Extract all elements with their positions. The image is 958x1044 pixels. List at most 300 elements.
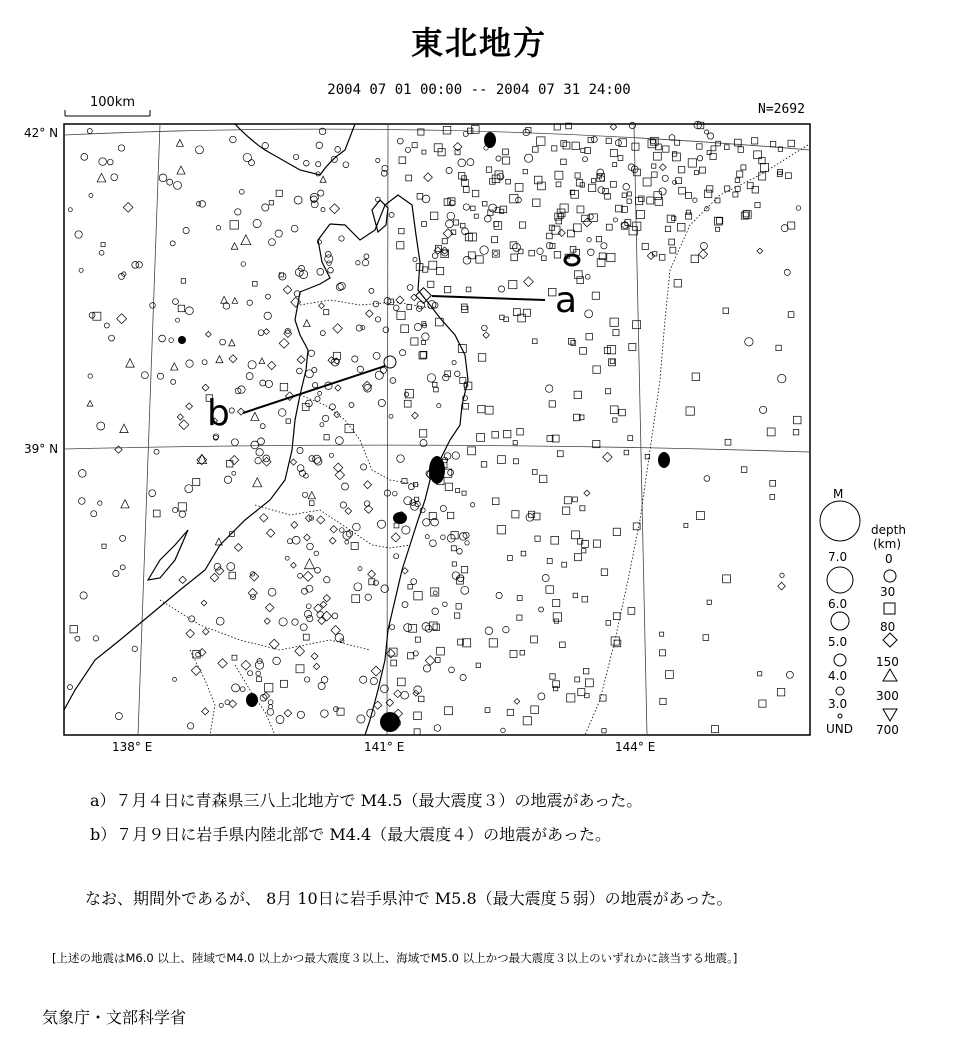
epicenter-marker (770, 480, 776, 486)
epicenter-marker (322, 415, 328, 421)
epicenter-marker (672, 152, 677, 157)
epicenter-marker (297, 711, 304, 718)
epicenter-marker (611, 181, 617, 187)
epicenter-marker (415, 637, 420, 642)
epicenter-marker (314, 551, 319, 556)
epicenter-marker (408, 585, 413, 590)
epicenter-marker (253, 478, 262, 487)
epicenter-marker (336, 437, 344, 445)
epicenter-marker (558, 214, 563, 219)
epicenter-marker (480, 246, 488, 254)
legend-depth-150: 150 (876, 655, 899, 669)
epicenter-marker (554, 252, 561, 259)
event-clusters (178, 132, 670, 732)
epicenter-marker (423, 665, 430, 672)
epicenter-marker (624, 450, 629, 455)
epicenter-marker (230, 136, 237, 143)
epicenter-marker (280, 680, 287, 687)
epicenter-marker (230, 221, 238, 229)
epicenter-marker (446, 220, 454, 228)
epicenter-marker (555, 171, 563, 179)
epicenter-marker (104, 323, 109, 328)
epicenter-marker (558, 229, 565, 236)
epicenter-marker (788, 222, 795, 229)
epicenter-marker (141, 372, 148, 379)
epicenter-marker (794, 416, 802, 424)
epicenter-marker (411, 338, 418, 345)
epicenter-marker (443, 374, 449, 380)
epicenter-marker (97, 422, 105, 430)
epicenter-marker (425, 625, 432, 632)
epicenter-marker (485, 216, 492, 223)
epicenter-marker (760, 406, 767, 413)
epicenter-marker (291, 225, 298, 232)
epicenter-marker (159, 174, 167, 182)
epicenter-marker (607, 253, 615, 261)
epicenter-marker (371, 666, 381, 676)
epicenter-marker (206, 331, 212, 337)
epicenter-marker (280, 383, 288, 391)
epicenter-marker (394, 690, 402, 698)
epicenter-marker (550, 674, 555, 679)
epicenter-marker (339, 236, 344, 241)
epicenter-marker (486, 167, 491, 172)
epicenter-marker (453, 220, 458, 225)
epicenter-marker (481, 462, 487, 468)
epicenter-marker (260, 694, 267, 701)
epicenter-marker (177, 414, 183, 420)
epicenter-marker (445, 371, 451, 377)
epicenter-marker (524, 277, 534, 287)
epicenter-marker (79, 470, 87, 478)
epicenter-marker (504, 317, 509, 322)
epicenter-marker (352, 356, 358, 362)
epicenter-marker (693, 198, 697, 202)
epicenter-marker (394, 305, 400, 311)
epicenter-marker (334, 463, 343, 472)
epicenter-marker (556, 218, 562, 224)
epicenter-marker (186, 360, 193, 367)
epicenter-marker (389, 414, 393, 418)
epicenter-marker (132, 646, 137, 651)
epicenter-marker (267, 709, 274, 716)
epicenter-marker (235, 209, 241, 215)
epicenter-marker (257, 677, 262, 682)
epicenter-marker (462, 304, 468, 310)
epicenter-marker (292, 619, 298, 625)
epicenter-marker (328, 267, 334, 273)
epicenter-marker (786, 173, 792, 179)
epicenter-marker (251, 412, 259, 420)
epicenter-marker (229, 408, 234, 413)
epicenter-marker (704, 476, 710, 482)
epicenter-marker (248, 361, 256, 369)
epicenter-marker (216, 617, 224, 625)
epicenter-marker (577, 277, 584, 284)
epicenter-marker (132, 262, 139, 269)
epicenter-marker (306, 585, 313, 592)
epicenter-marker (503, 627, 509, 633)
marker-b-label: b (207, 393, 230, 434)
epicenter-marker (503, 149, 509, 155)
epicenter-marker (169, 338, 174, 343)
epicenter-marker (437, 404, 441, 408)
legend-depth-unit: (km) (873, 537, 902, 551)
epicenter-marker (370, 678, 377, 685)
epicenter-marker (551, 536, 559, 544)
epicenter-marker (606, 389, 611, 394)
epicenter-marker (400, 350, 406, 356)
epicenter-marker (455, 371, 461, 377)
epicenter-marker (588, 249, 595, 256)
note-outside-period: なお、期間外であるが、 8月 10日に岩手県沖で M5.8（最大震度５弱）の地震があった。 (85, 889, 733, 908)
epicenter-marker (287, 539, 292, 544)
epicenter-marker (436, 267, 443, 274)
epicenter-marker (241, 235, 251, 245)
epicenter-marker (335, 634, 343, 642)
epicenter-marker (318, 391, 322, 395)
epicenter-marker (178, 503, 186, 511)
epicenter-marker (442, 250, 448, 256)
epicenter-marker (567, 694, 575, 702)
epicenter-marker (364, 481, 372, 489)
epicenter-marker (427, 374, 435, 382)
epicenter-marker (476, 256, 483, 263)
epicenter-marker (397, 455, 405, 463)
epicenter-marker (788, 140, 795, 147)
epicenter-marker (240, 687, 245, 692)
epicenter-marker (485, 406, 493, 414)
epicenter-marker (307, 543, 314, 550)
epicenter-marker (364, 254, 369, 259)
epicenter-marker (376, 197, 381, 202)
epicenter-marker (737, 171, 743, 177)
epicenter-marker (81, 154, 88, 161)
epicenter-marker (444, 453, 451, 460)
epicenter-marker (707, 600, 711, 604)
epicenter-marker (435, 658, 440, 663)
epicenter-marker (218, 659, 227, 668)
epicenter-marker (366, 310, 374, 318)
epicenter-marker (150, 303, 156, 309)
epicenter-marker (276, 716, 284, 724)
epicenter-marker (176, 318, 180, 322)
epicenter-marker (546, 385, 553, 392)
epicenter-marker (573, 497, 578, 502)
epicenter-marker (781, 225, 788, 232)
epicenter-marker (468, 252, 475, 259)
epicenter-marker (304, 611, 311, 618)
epicenter-marker (470, 503, 474, 507)
legend-magnitude-7: 7.0 (828, 550, 848, 564)
epicenter-marker (329, 453, 333, 457)
epicenter-marker (285, 556, 289, 560)
epicenters (68, 121, 802, 735)
epicenter-marker (404, 400, 411, 407)
epicenter-marker (659, 255, 665, 261)
epicenter-marker (628, 608, 635, 615)
epicenter-marker (485, 708, 490, 713)
graticule (64, 124, 810, 735)
epicenter-marker (688, 159, 696, 167)
epicenter-marker (186, 629, 194, 637)
epicenter-marker (580, 348, 587, 355)
epicenter-marker (422, 340, 426, 344)
epicenter-marker (586, 334, 592, 340)
epicenter-marker (312, 383, 317, 388)
epicenter-marker (411, 579, 417, 585)
epicenter-marker (422, 195, 430, 203)
epicenter-marker (460, 674, 466, 680)
epicenter-marker (279, 273, 286, 280)
epicenter-marker (304, 559, 314, 569)
epicenter-marker (297, 356, 305, 364)
epicenter-marker (633, 321, 641, 329)
epicenter-marker (237, 408, 244, 415)
epicenter-marker (239, 189, 244, 194)
epicenter-marker (613, 418, 617, 422)
epicenter-marker (610, 406, 618, 414)
epicenter-marker (422, 333, 429, 340)
lon-label-144: 144° E (615, 740, 656, 754)
epicenter-marker (613, 613, 620, 620)
epicenter-marker (318, 190, 324, 196)
epicenter-marker (357, 366, 363, 372)
epicenter-marker (711, 146, 716, 151)
epicenter-marker (397, 138, 403, 144)
epicenter-marker (796, 206, 801, 211)
epicenter-marker (610, 359, 615, 364)
epicenter-marker (686, 407, 694, 415)
note-b: b）７月９日に岩手県内陸北部で M4.4（最大震度４）の地震があった。 (90, 825, 611, 844)
epicenter-marker (193, 479, 200, 486)
epicenter-marker (202, 384, 209, 391)
epicenter-marker (89, 194, 93, 198)
epicenter-marker (399, 157, 406, 164)
epicenter-marker (262, 692, 269, 699)
epicenter-marker (533, 147, 539, 153)
epicenter-marker (419, 696, 425, 702)
legend-depth-0: 0 (885, 552, 893, 566)
epicenter-marker (613, 163, 617, 167)
epicenter-marker (440, 505, 446, 511)
epicenter-marker (468, 447, 476, 455)
epicenter-marker (98, 501, 102, 505)
marked-event-b (243, 356, 396, 413)
epicenter-marker (462, 491, 466, 495)
epicenter-marker (666, 671, 674, 679)
scale-bar-label: 100km (90, 95, 136, 110)
legend-magnitude-3: 3.0 (828, 697, 848, 711)
epicenter-marker (575, 271, 583, 279)
epicenter-marker (741, 165, 746, 170)
epicenter-marker (171, 379, 176, 384)
epicenter-marker (265, 603, 274, 612)
epicenter-marker (463, 204, 469, 210)
epicenter-marker (628, 436, 633, 441)
epicenter-marker (345, 508, 352, 515)
epicenter-marker (577, 206, 584, 213)
epicenter-marker (516, 197, 522, 203)
event-count: N=2692 (758, 102, 805, 117)
epicenter-marker (598, 187, 605, 194)
page-title: 東北地方 (410, 24, 547, 62)
epicenter-marker (319, 303, 325, 309)
marked-event-a (416, 288, 545, 304)
epicenter-marker (523, 309, 530, 316)
epicenter-marker (295, 646, 305, 656)
epicenter-marker (252, 281, 257, 286)
epicenter-marker (513, 243, 521, 251)
epicenter-marker (303, 571, 313, 581)
epicenter-marker (284, 709, 292, 717)
epicenter-marker (585, 679, 593, 687)
epicenter-marker (601, 569, 608, 576)
epicenter-marker (422, 222, 427, 227)
epicenter-marker (181, 279, 186, 284)
epicenter-marker (296, 665, 304, 673)
epicenter-marker (335, 470, 344, 479)
epicenter-marker (269, 639, 279, 649)
epicenter-marker (786, 671, 793, 678)
legend-depth-80: 80 (880, 620, 896, 634)
epicenter-marker (300, 624, 307, 631)
epicenter-marker (521, 551, 526, 556)
epicenter-marker (248, 588, 257, 597)
epicenter-marker (497, 526, 505, 534)
epicenter-marker (353, 523, 361, 531)
epicenter-marker (444, 286, 450, 292)
epicenter-marker (653, 252, 657, 256)
epicenter-marker (494, 222, 499, 227)
epicenter-marker (452, 361, 456, 365)
epicenter-marker (232, 298, 238, 304)
epicenter-marker (362, 260, 368, 266)
epicenter-marker (330, 526, 337, 533)
epicenter-marker (725, 439, 731, 445)
epicenter-marker (102, 544, 106, 548)
epicenter-marker (582, 596, 588, 602)
epicenter-marker (316, 142, 323, 149)
epicenter-marker (672, 216, 676, 220)
epicenter-marker (345, 424, 353, 432)
epicenter-marker (93, 636, 98, 641)
epicenter-marker (216, 225, 221, 230)
epicenter-marker (229, 572, 236, 579)
epicenter-marker (297, 447, 303, 453)
epicenter-marker (241, 660, 251, 670)
epicenter-marker (179, 511, 185, 517)
epicenter-marker (562, 562, 567, 567)
epicenter-marker (697, 156, 702, 161)
epicenter-marker (715, 198, 720, 203)
epicenter-marker (178, 305, 185, 312)
epicenter-marker (556, 182, 561, 187)
epicenter-marker (577, 539, 582, 544)
epicenter-marker (291, 521, 298, 528)
epicenter-marker (509, 281, 517, 289)
epicenter-marker (568, 338, 574, 344)
epicenter-marker (386, 649, 395, 658)
epicenter-marker (596, 237, 601, 242)
epicenter-marker (489, 639, 497, 647)
epicenter-marker (684, 524, 688, 528)
epicenter-marker (492, 498, 499, 505)
epicenter-marker (613, 218, 617, 222)
epicenter-marker (606, 621, 611, 626)
epicenter-marker (377, 520, 385, 528)
epicenter-marker (75, 231, 82, 238)
epicenter-marker (183, 227, 189, 233)
epicenter-marker (757, 248, 763, 254)
epicenter-marker (647, 197, 654, 204)
epicenter-marker (677, 223, 685, 231)
epicenter-marker (463, 403, 469, 409)
epicenter-marker (266, 529, 274, 537)
epicenter-marker (229, 355, 237, 363)
epicenter-marker (498, 456, 506, 464)
epicenter-marker (317, 516, 325, 524)
epicenter-marker (286, 419, 290, 423)
epicenter-marker (253, 219, 261, 227)
epicenter-marker (154, 449, 159, 454)
epicenter-marker (117, 314, 127, 324)
epicenter-marker (643, 178, 651, 186)
epicenter-marker (692, 373, 700, 381)
epicenter-marker (229, 700, 237, 708)
epicenter-marker (483, 332, 489, 338)
epicenter-marker (293, 154, 298, 159)
epicenter-marker (607, 346, 615, 354)
epicenter-marker (511, 254, 518, 261)
epicenter-marker (196, 146, 204, 154)
epicenter-marker (406, 175, 412, 181)
epicenter-marker (258, 330, 264, 336)
lon-label-141: 141° E (364, 740, 405, 754)
epicenter-marker (308, 350, 314, 356)
epicenter-marker (304, 534, 310, 540)
epicenter-marker (419, 430, 426, 437)
note-a: a）７月４日に青森県三八上北地方で M4.5（最大震度３）の地震があった。 (90, 791, 643, 810)
epicenter-marker (735, 186, 740, 191)
epicenter-marker (231, 243, 238, 250)
epicenter-marker (311, 653, 318, 660)
epicenter-marker (501, 728, 506, 733)
epicenter-marker (325, 251, 331, 257)
epicenter-marker (534, 176, 542, 184)
epicenter-marker (437, 647, 445, 655)
epicenter-marker (332, 613, 338, 619)
lat-label-39: 39° N (24, 442, 59, 456)
epicenter-marker (283, 285, 292, 294)
epicenter-marker (351, 542, 358, 549)
lat-label-42: 42° N (24, 126, 59, 140)
epicenter-marker (610, 149, 617, 156)
epicenter-marker (376, 158, 380, 162)
epicenter-marker (313, 663, 319, 669)
epicenter-marker (585, 693, 590, 698)
legend-depth-title: depth (871, 523, 906, 537)
epicenter-marker (547, 233, 553, 239)
epicenter-marker (402, 602, 408, 608)
epicenter-marker (246, 373, 253, 380)
epicenter-marker (115, 713, 122, 720)
epicenter-marker (451, 546, 456, 551)
epicenter-marker (305, 370, 313, 378)
epicenter-marker (708, 133, 714, 139)
epicenter-marker (197, 455, 207, 465)
epicenter-marker (496, 592, 502, 598)
